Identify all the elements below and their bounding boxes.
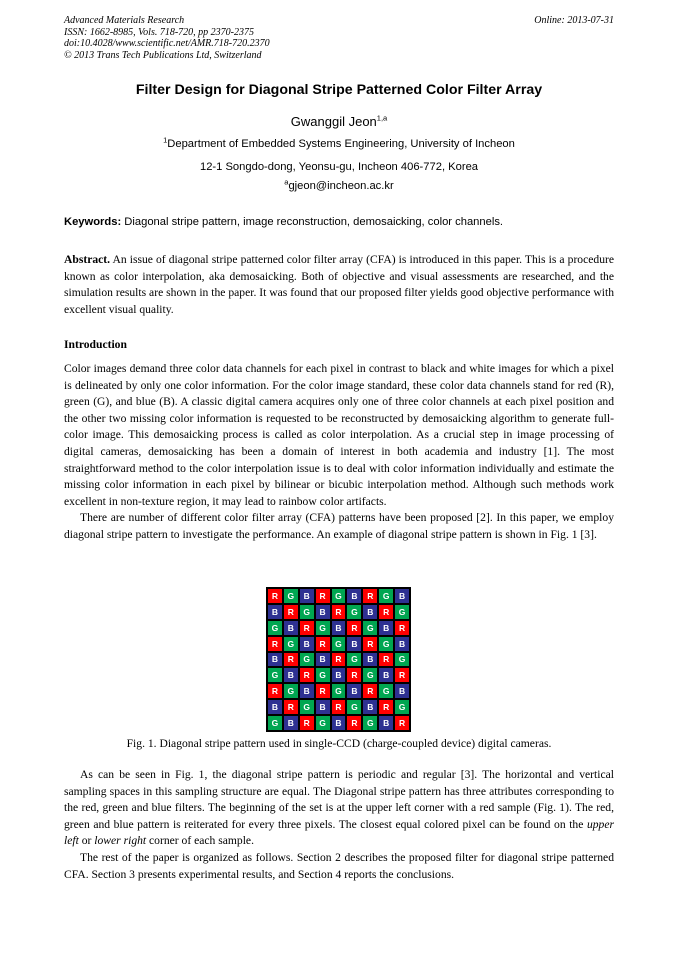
- dept-text: Department of Embedded Systems Engineering, University of Incheon: [167, 138, 515, 150]
- email-text: gjeon@incheon.ac.kr: [288, 180, 394, 192]
- cfa-cell-r: R: [378, 604, 394, 620]
- cfa-cell-b: B: [378, 620, 394, 636]
- cfa-cell-g: G: [267, 715, 283, 731]
- cfa-cell-g: G: [283, 636, 299, 652]
- cfa-cell-r: R: [299, 667, 315, 683]
- cfa-cell-r: R: [346, 667, 362, 683]
- cfa-cell-g: G: [394, 604, 410, 620]
- cfa-cell-r: R: [331, 699, 347, 715]
- cfa-cell-b: B: [331, 715, 347, 731]
- cfa-cell-r: R: [315, 683, 331, 699]
- cfa-cell-b: B: [394, 636, 410, 652]
- body-paragraphs: [64, 767, 614, 883]
- section-heading-introduction: Introduction: [64, 338, 127, 351]
- keywords: [64, 216, 624, 228]
- cfa-cell-r: R: [346, 620, 362, 636]
- abstract-text: An issue of diagonal stripe patterned color filter array (CFA) is introduced in this paper. This is a procedure known as color interpolation, aka demosaicking. Both of objective and visual assessments are researched, and the simulation results are shown in the paper. It was found that our proposed filter yields good objective performance with excellent visual quality.: [64, 253, 614, 316]
- cfa-cell-g: G: [346, 699, 362, 715]
- p3-text-mid: or: [78, 834, 95, 848]
- affil-sup-a: a: [284, 177, 289, 187]
- cfa-cell-r: R: [394, 667, 410, 683]
- cfa-cell-g: G: [362, 667, 378, 683]
- cfa-cell-r: R: [346, 715, 362, 731]
- cfa-cell-g: G: [299, 699, 315, 715]
- p3-text-a: As can be seen in Fig. 1, the diagonal stripe pattern is periodic and regular [3]. The horizontal and vertical sampling spaces in this sampling structure are equal. The Diagonal stripe pattern has three attributes corresponding to the red, green and blue filters. The beginning of the set is at the upper left corner with a red sample (Fig. 1). The red, green and blue pattern is reiterated for every three pixels. The closest equal colored pixel can be found on the: [64, 768, 614, 831]
- cfa-cell-r: R: [331, 604, 347, 620]
- cfa-cell-b: B: [315, 604, 331, 620]
- intro-paragraphs: [64, 361, 614, 544]
- cfa-cell-g: G: [283, 683, 299, 699]
- cfa-cell-g: G: [378, 683, 394, 699]
- paper-title: Filter Design for Diagonal Stripe Patterned Color Filter Array: [135, 82, 543, 98]
- cfa-cell-r: R: [315, 636, 331, 652]
- cfa-cell-b: B: [299, 588, 315, 604]
- cfa-cell-g: G: [331, 636, 347, 652]
- author-line: [0, 114, 678, 129]
- cfa-cell-g: G: [315, 715, 331, 731]
- issn-line: ISSN: 1662-8985, Vols. 718-720, pp 2370-2375: [64, 26, 254, 38]
- cfa-cell-g: G: [267, 620, 283, 636]
- affil-sup-1: 1: [163, 135, 168, 145]
- cfa-cell-r: R: [362, 683, 378, 699]
- cfa-cell-g: G: [315, 620, 331, 636]
- cfa-cell-b: B: [394, 588, 410, 604]
- cfa-cell-r: R: [362, 588, 378, 604]
- body-paragraph-4: The rest of the paper is organized as follows. Section 2 describes the proposed filter for diagonal stripe patterned CFA. Section 3 presents experimental results, and Section 4 reports the conclusions.: [64, 850, 614, 881]
- intro-paragraph-1: Color images demand three color data channels for each pixel in contrast to black and white images for which a pixel is delineated by only one color information. For the color image standard, these color data channels stand for red (R), green (G), and blue (B). A classic digital camera acquires only one of three color channels at each pixel position and the other two missing color information is requested to be reconstructed by demosaicking algorithm to generate full-color image. This demosaicking process is called as color interpolation. As a crucial step in image processing of digital cameras, demosaicking has been a domain of interest in both academia and industry [1]. The most straightforward method to the color interpolation issue is to deal with color information individually and estimate the missing color information in each pixel by bilinear or bicubic interpolation method. Although such methods work excellent in non-texture region, it may lead to rainbow color artifacts.: [64, 362, 614, 508]
- cfa-cell-b: B: [283, 715, 299, 731]
- figure-caption: Fig. 1. Diagonal stripe pattern used in single-CCD (charge-coupled device) digital cameras.: [126, 737, 552, 750]
- cfa-cell-b: B: [346, 636, 362, 652]
- cfa-cell-r: R: [299, 620, 315, 636]
- cfa-pattern-figure: [266, 587, 411, 732]
- affiliation-address: 12-1 Songdo-dong, Yeonsu-gu, Incheon 406-772, Korea: [199, 161, 479, 173]
- cfa-cell-r: R: [394, 715, 410, 731]
- author-sup: 1,a: [376, 113, 388, 123]
- abstract-label: Abstract.: [64, 253, 111, 266]
- cfa-cell-g: G: [394, 652, 410, 668]
- keywords-label: Keywords:: [64, 216, 122, 228]
- cfa-cell-g: G: [346, 604, 362, 620]
- cfa-cell-b: B: [362, 699, 378, 715]
- cfa-cell-b: B: [362, 604, 378, 620]
- cfa-cell-g: G: [378, 588, 394, 604]
- doi-line: doi:10.4028/www.scientific.net/AMR.718-720.2370: [64, 38, 270, 49]
- cfa-cell-r: R: [331, 652, 347, 668]
- body-paragraph-3: [64, 767, 614, 850]
- cfa-cell-g: G: [315, 667, 331, 683]
- cfa-cell-b: B: [362, 652, 378, 668]
- author-name: Gwanggil Jeon: [290, 114, 377, 129]
- copyright-line: © 2013 Trans Tech Publications Ltd, Switzerland: [64, 49, 262, 61]
- cfa-cell-r: R: [362, 636, 378, 652]
- cfa-cell-g: G: [362, 715, 378, 731]
- cfa-cell-g: G: [346, 652, 362, 668]
- cfa-cell-b: B: [331, 620, 347, 636]
- affiliation-dept: [0, 135, 678, 150]
- cfa-cell-b: B: [299, 636, 315, 652]
- cfa-cell-r: R: [378, 699, 394, 715]
- cfa-cell-g: G: [378, 636, 394, 652]
- cfa-cell-b: B: [331, 667, 347, 683]
- cfa-cell-b: B: [394, 683, 410, 699]
- cfa-cell-r: R: [378, 652, 394, 668]
- cfa-cell-r: R: [267, 683, 283, 699]
- cfa-cell-r: R: [394, 620, 410, 636]
- cfa-cell-b: B: [378, 715, 394, 731]
- abstract: [64, 252, 614, 318]
- cfa-cell-r: R: [283, 652, 299, 668]
- cfa-cell-b: B: [299, 683, 315, 699]
- cfa-cell-g: G: [283, 588, 299, 604]
- cfa-cell-g: G: [331, 588, 347, 604]
- p3-text-end: corner of each sample.: [146, 834, 254, 848]
- cfa-cell-b: B: [267, 699, 283, 715]
- cfa-cell-b: B: [283, 620, 299, 636]
- journal-header: [64, 15, 270, 61]
- intro-paragraph-2: There are number of different color filter array (CFA) patterns have been proposed [2]. In this paper, we employ diagonal stripe pattern to investigate the performance. An example of diagonal stripe pattern is shown in Fig. 1 [3].: [64, 511, 614, 541]
- cfa-cell-b: B: [315, 652, 331, 668]
- cfa-cell-g: G: [394, 699, 410, 715]
- online-date: Online: 2013-07-31: [534, 15, 614, 26]
- cfa-cell-g: G: [331, 683, 347, 699]
- cfa-cell-b: B: [315, 699, 331, 715]
- cfa-cell-g: G: [267, 667, 283, 683]
- p3-emphasis-lower-right: lower right: [94, 834, 147, 848]
- cfa-cell-r: R: [267, 636, 283, 652]
- keywords-text: Diagonal stripe pattern, image reconstruction, demosaicking, color channels.: [121, 216, 504, 228]
- cfa-cell-b: B: [346, 588, 362, 604]
- cfa-cell-g: G: [299, 652, 315, 668]
- cfa-cell-r: R: [283, 604, 299, 620]
- cfa-cell-r: R: [299, 715, 315, 731]
- p3-emphasis-upper-left: upper left: [64, 817, 614, 848]
- cfa-cell-g: G: [299, 604, 315, 620]
- cfa-cell-b: B: [346, 683, 362, 699]
- cfa-cell-b: B: [378, 667, 394, 683]
- cfa-cell-r: R: [283, 699, 299, 715]
- cfa-cell-b: B: [283, 667, 299, 683]
- affiliation-email: [0, 177, 678, 192]
- cfa-cell-b: B: [267, 604, 283, 620]
- cfa-cell-r: R: [267, 588, 283, 604]
- cfa-cell-r: R: [315, 588, 331, 604]
- cfa-cell-b: B: [267, 652, 283, 668]
- cfa-cell-g: G: [362, 620, 378, 636]
- journal-name: Advanced Materials Research: [64, 15, 185, 26]
